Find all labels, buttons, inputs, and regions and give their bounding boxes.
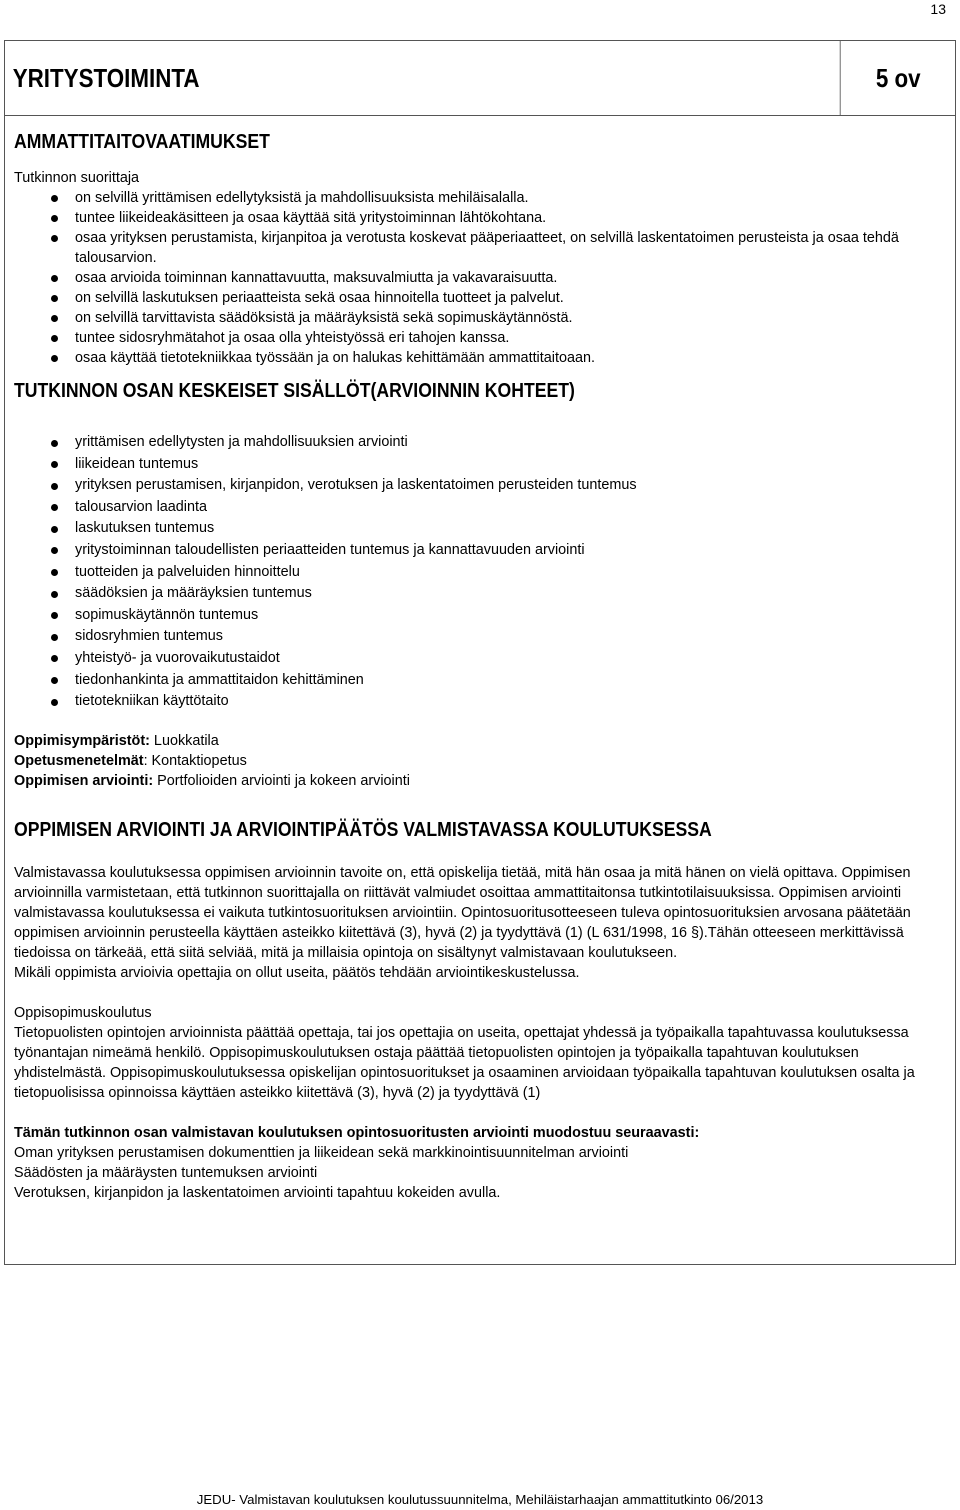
- bullet-icon: [51, 315, 58, 322]
- content: [5, 128, 955, 1203]
- list-item: tiedonhankinta ja ammattitaidon kehittäminen: [14, 670, 946, 692]
- list-item: säädöksien ja määräyksien tuntemus: [14, 583, 946, 605]
- list-item: yhteistyö- ja vuorovaikutustaidot: [14, 648, 946, 670]
- bullet-icon: [51, 295, 58, 302]
- assessment-paragraph: Valmistavassa koulutuksessa oppimisen arvioinnin tavoite on, että opiskelija tietää, mitä hän osaa ja mitä hänen on vielä opittava. Oppimisen arvioinnilla varmistetaan, että tutkinnon suorittajalla on riittävät valmiudet osoittaa ammattitaitonsa tutkintotilaisuuksissa. Oppimisen arviointi valmistavassa koulutuksessa ei vaikuta tutkintosuorituksen arviointiin. Opintosuoritusotteeseen tuleva opintosuorituksien arvosana päätetään oppimisen arvioinnin perusteella käyttäen asteikko kiitettävä (3), hyvä (2) ja tyydyttävä (1) (L 631/1998, 16 §).Tähän otteeseen merkittävissä tiedoissa on tärkeää, että siitä selviää, mitä ja millaisia opintoja on sisältynyt valmistavaan koulutukseen.: [14, 864, 911, 961]
- assessment-method: Verotuksen, kirjanpidon ja laskentatoimen arviointi tapahtuu kokeiden avulla.: [14, 1184, 501, 1201]
- list-item: yrityksen perustamisen, kirjanpidon, verotuksen ja laskentatoimen perusteiden tuntemus: [14, 475, 946, 497]
- assessment-heading: OPPIMISEN ARVIOINTI JA ARVIOINTIPÄÄTÖS VALMISTAVASSA KOULUTUKSESSA: [14, 817, 712, 841]
- bullet-icon: [51, 195, 58, 202]
- list-item: on selvillä yrittämisen edellytyksistä ja mahdollisuuksista mehiläisalalla.: [14, 188, 946, 208]
- assessment-methods: [14, 1123, 946, 1203]
- assessment-paragraph: Mikäli oppimista arvioivia opettajia on ollut useita, päätös tehdään arviointikeskustelussa.: [14, 964, 580, 981]
- list-item: osaa yrityksen perustamista, kirjanpitoa ja verotusta koskevat pääperiaatteet, on selvillä laskentatoimen perusteista ja osaa tehdä talousarvion.: [14, 228, 946, 268]
- contents-list: [14, 432, 946, 713]
- apprenticeship-heading: Oppisopimuskoulutus: [14, 1004, 152, 1021]
- list-item: osaa arvioida toiminnan kannattavuutta, maksuvalmiutta ja vakavaraisuutta.: [14, 268, 946, 288]
- list-item: tuntee sidosryhmätahot ja osaa olla yhteistyössä eri tahojen kanssa.: [14, 328, 946, 348]
- bullet-icon: [51, 526, 58, 533]
- bullet-icon: [51, 355, 58, 362]
- list-item: on selvillä laskutuksen periaatteista sekä osaa hinnoitella tuotteet ja palvelut.: [14, 288, 946, 308]
- bullet-icon: [51, 504, 58, 511]
- bullet-icon: [51, 547, 58, 554]
- apprenticeship-section: [14, 1003, 946, 1103]
- title-row: [5, 41, 955, 116]
- bullet-icon: [51, 275, 58, 282]
- requirements-list: [14, 188, 946, 368]
- bullet-icon: [51, 335, 58, 342]
- bullet-icon: [51, 215, 58, 222]
- list-item: tuotteiden ja palveluiden hinnoittelu: [14, 562, 946, 584]
- teaching-methods: Opetusmenetelmät: Kontaktiopetus: [14, 752, 247, 769]
- assessment-method: Säädösten ja määräysten tuntemuksen arviointi: [14, 1164, 318, 1181]
- list-item: yrittämisen edellytysten ja mahdollisuuksien arviointi: [14, 432, 946, 454]
- bullet-icon: [51, 461, 58, 468]
- assessment-methods-heading: Tämän tutkinnon osan valmistavan koulutuksen opintosuoritusten arviointi muodostuu seuraavasti:: [14, 1124, 700, 1141]
- document-frame: [4, 40, 956, 1265]
- assessment-method: Oman yrityksen perustamisen dokumenttien ja liikeidean sekä markkinointisuunnitelman arviointi: [14, 1144, 629, 1161]
- list-item: laskutuksen tuntemus: [14, 518, 946, 540]
- learning-environment: Oppimisympäristöt: Luokkatila: [14, 732, 219, 749]
- list-item: yritystoiminnan taloudellisten periaatteiden tuntemus ja kannattavuuden arviointi: [14, 540, 946, 562]
- page-footer: JEDU- Valmistavan koulutuksen koulutussuunnitelma, Mehiläistarhaajan ammattitutkinto 06/2013: [196, 1492, 764, 1507]
- bullet-icon: [51, 655, 58, 662]
- list-item: osaa käyttää tietotekniikkaa työssään ja on halukas kehittämään ammattitaitoaan.: [14, 348, 946, 368]
- list-item: on selvillä tarvittavista säädöksistä ja määräyksistä sekä sopimuskäytännöstä.: [14, 308, 946, 328]
- assessment-body: [14, 863, 946, 983]
- requirements-heading: AMMATTITAITOVAATIMUKSET: [14, 130, 270, 153]
- page-number: 13: [930, 1, 946, 17]
- learning-assessment: Oppimisen arviointi: Portfolioiden arviointi ja kokeen arviointi: [14, 772, 410, 789]
- credits-value: 5 ov: [840, 41, 955, 115]
- bullet-icon: [51, 634, 58, 641]
- bullet-icon: [51, 612, 58, 619]
- contents-heading: TUTKINNON OSAN KESKEISET SISÄLLÖT(ARVIOINNIN KOHTEET): [14, 379, 575, 402]
- list-item: liikeidean tuntemus: [14, 454, 946, 476]
- page-title: YRITYSTOIMINTA: [12, 63, 200, 93]
- list-item: sidosryhmien tuntemus: [14, 626, 946, 648]
- list-item: talousarvion laadinta: [14, 497, 946, 519]
- bullet-icon: [51, 677, 58, 684]
- bullet-icon: [51, 483, 58, 490]
- bullet-icon: [51, 591, 58, 598]
- list-item: tietotekniikan käyttötaito: [14, 691, 946, 713]
- bullet-icon: [51, 235, 58, 242]
- learning-info: [14, 731, 946, 791]
- apprenticeship-text: Tietopuolisten opintojen arvioinnista päättää opettaja, tai jos opettajia on useita, opettajat yhdessä ja työpaikalla tapahtuvassa koulutuksessa työnantajan nimeämä henkilö. Oppisopimuskoulutuksen ostaja päättää tietopuolisten opintojen ja työpaikalla tapahtuvan koulutuksen yhdistelmästä. Oppisopimuskoulutuksessa opiskelijan opintosuoritukset ja osaaminen arvioidaan työpaikalla tapahtuvan koulutuksen osalta ja tietopuolisissa opinnoissa käyttäen asteikko kiitettävä (3), hyvä (2) ja tyydyttävä (1): [14, 1024, 915, 1101]
- list-item: sopimuskäytännön tuntemus: [14, 605, 946, 627]
- list-item: tuntee liikeideakäsitteen ja osaa käyttää sitä yritystoiminnan lähtökohtana.: [14, 208, 946, 228]
- bullet-icon: [51, 569, 58, 576]
- bullet-icon: [51, 699, 58, 706]
- requirements-intro: Tutkinnon suorittaja: [14, 170, 140, 186]
- bullet-icon: [51, 440, 58, 447]
